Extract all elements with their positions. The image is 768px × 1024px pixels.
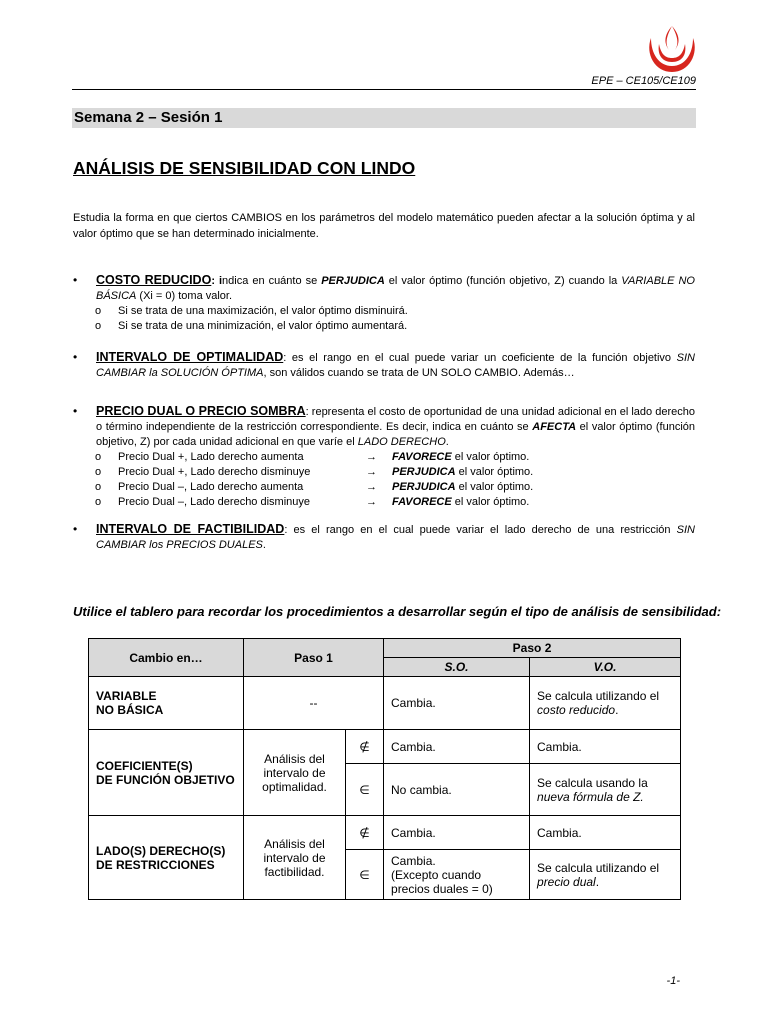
circle-bullet-icon: o	[95, 320, 102, 332]
table-caption: Utilice el tablero para recordar los procedimientos a desarrollar según el tipo de análisis de sensibilidad:	[73, 604, 722, 619]
vo-line: Se calcula utilizando el	[537, 860, 660, 875]
header-divider	[72, 89, 696, 90]
paso1-cell: --	[244, 677, 384, 730]
text-part: : es el rango en el cual puede variar un coeficiente de la función objetivo	[283, 352, 677, 364]
term-intervalo-optimalidad: INTERVALO DE OPTIMALIDAD	[96, 350, 284, 364]
intro-paragraph: Estudia la forma en que ciertos CAMBIOS en los parámetros del modelo matemático pueden afectar a la solución óptima y al valor óptimo que se han determinado inicialmente.	[73, 212, 695, 240]
in-symbol: ∈	[346, 850, 384, 900]
bullet-intervalo-factibilidad	[73, 522, 695, 553]
vo-cell	[530, 764, 681, 816]
bullet-costo-reducido	[73, 273, 695, 334]
label-line: VARIABLE	[96, 689, 157, 703]
vo-period: .	[615, 703, 619, 717]
text-part: .	[262, 539, 266, 551]
bullet-icon: •	[73, 404, 78, 418]
circle-bullet-icon: o	[95, 466, 102, 478]
vo-cell	[530, 677, 681, 730]
effect-text	[392, 495, 529, 510]
effect-keyword: FAVORECE	[392, 496, 452, 508]
circle-bullet-icon: o	[95, 481, 102, 493]
vo-emphasis: precio dual	[537, 874, 596, 889]
arrow-right-icon: →	[366, 481, 377, 493]
circle-bullet-icon: o	[95, 496, 102, 508]
not-in-symbol: ∉	[346, 730, 384, 764]
bullet-precio-dual	[73, 404, 695, 510]
paso1-cell: Análisis del intervalo de factibilidad.	[244, 816, 346, 900]
header-cambio: Cambio en…	[89, 639, 244, 677]
text-part: (Xi = 0) toma valor.	[136, 290, 233, 302]
course-code: EPE – CE105/CE109	[591, 75, 696, 87]
so-line: Cambia.	[391, 853, 436, 868]
arrow-right-icon: →	[366, 466, 377, 478]
so-line: (Excepto cuando	[391, 867, 482, 882]
vo-emphasis: costo reducido	[537, 703, 616, 717]
page-number: -1-	[666, 975, 680, 987]
effect-text	[392, 450, 529, 465]
vo-cell: Cambia.	[530, 816, 681, 850]
label-line: DE RESTRICCIONES	[96, 857, 215, 872]
emphasis-sin-cambiar: SIN CAMBIAR la SOLUCIÓN ÓPTIMA	[96, 352, 695, 379]
so-cell: Cambia.	[384, 730, 530, 764]
in-symbol: ∈	[346, 764, 384, 816]
so-line: precios duales = 0)	[391, 881, 493, 896]
text-part: i	[218, 275, 223, 287]
list-item	[96, 450, 695, 465]
effect-keyword: PERJUDICA	[392, 466, 456, 478]
effect-keyword: FAVORECE	[392, 451, 452, 463]
term-precio-dual: PRECIO DUAL O PRECIO SOMBRA	[96, 404, 306, 418]
emphasis-perjudica: PERJUDICA	[321, 275, 385, 287]
row-label	[89, 816, 244, 900]
emphasis-afecta: AFECTA	[532, 421, 577, 433]
sub-item-text: Si se trata de una minimización, el valor óptimo aumentará.	[118, 320, 408, 332]
list-item	[96, 319, 695, 334]
list-item	[96, 495, 695, 510]
row-label	[89, 730, 244, 816]
term-intervalo-factibilidad: INTERVALO DE FACTIBILIDAD	[96, 522, 285, 536]
effect-rest: el valor óptimo.	[451, 496, 530, 508]
list-item	[96, 304, 695, 319]
vo-cell: Cambia.	[530, 730, 681, 764]
not-in-symbol: ∉	[346, 816, 384, 850]
so-cell: Cambia.	[384, 816, 530, 850]
effect-text	[392, 480, 533, 495]
list-item	[96, 480, 695, 495]
bullet-icon: •	[73, 522, 78, 536]
text-part: el valor óptimo (función objetivo, Z) por cada unidad adicional en que varíe el	[96, 421, 695, 448]
so-cell: No cambia.	[384, 764, 530, 816]
circle-bullet-icon: o	[95, 451, 102, 463]
text-part: : es el rango en el cual puede variar el lado derecho de una restricción	[284, 524, 677, 536]
condition-text: Precio Dual –, Lado derecho aumenta	[118, 481, 304, 493]
condition-text: Precio Dual +, Lado derecho aumenta	[118, 451, 304, 463]
header-vo: V.O.	[530, 658, 681, 677]
paso1-cell: Análisis del intervalo de optimalidad.	[244, 730, 346, 816]
effect-rest: el valor óptimo.	[455, 481, 534, 493]
emphasis-variable-no-basica: VARIABLE NO BÁSICA	[96, 275, 695, 302]
vo-line: Se calcula utilizando el	[537, 689, 660, 703]
bullet-icon: •	[73, 350, 78, 364]
arrow-right-icon: →	[366, 451, 377, 463]
circle-bullet-icon: o	[95, 305, 102, 317]
table-row	[89, 730, 681, 764]
emphasis-lado-derecho: LADO DERECHO	[357, 436, 446, 448]
vo-line: Se calcula usando la	[537, 775, 648, 790]
upc-logo-icon	[645, 24, 699, 76]
arrow-right-icon: →	[366, 496, 377, 508]
header-paso1: Paso 1	[244, 639, 384, 677]
emphasis-sin-cambiar-precios: SIN CAMBIAR los PRECIOS DUALES	[96, 524, 695, 551]
procedure-table	[88, 638, 681, 900]
effect-keyword: PERJUDICA	[392, 481, 456, 493]
sub-item-text: Si se trata de una maximización, el valor óptimo disminuirá.	[118, 305, 408, 317]
label-line: COEFICIENTE(S)	[96, 758, 193, 773]
row-label	[89, 677, 244, 730]
label-line: NO BÁSICA	[96, 703, 164, 717]
bullet-intervalo-optimalidad	[73, 350, 695, 381]
text-part: ndica en cuánto se	[222, 275, 322, 287]
table-row	[89, 677, 681, 730]
vo-period: .	[595, 874, 600, 889]
effect-rest: el valor óptimo.	[451, 451, 530, 463]
label-line: DE FUNCIÓN OBJETIVO	[96, 772, 235, 787]
vo-cell	[530, 850, 681, 900]
condition-text: Precio Dual –, Lado derecho disminuye	[118, 496, 311, 508]
session-heading: Semana 2 – Sesión 1	[72, 108, 696, 128]
text-part: el valor óptimo (función objetivo, Z) cuando la	[384, 275, 622, 287]
effect-text	[392, 465, 533, 480]
condition-text: Precio Dual +, Lado derecho disminuye	[118, 466, 311, 478]
text-part: : representa el costo de oportunidad de una unidad adicional en el lado derecho o término independiente de la restricción correspondiente. Es decir, indica en cuánto se	[96, 406, 695, 433]
table-header-row	[89, 639, 681, 658]
list-item	[96, 465, 695, 480]
text-part: :	[211, 275, 219, 287]
vo-emphasis: nueva fórmula de Z.	[537, 789, 644, 804]
label-line: LADO(S) DERECHO(S)	[96, 843, 226, 858]
page-title: ANÁLISIS DE SENSIBILIDAD CON LINDO	[73, 158, 416, 178]
term-costo-reducido: COSTO REDUCIDO	[96, 273, 212, 287]
text-part: .	[445, 436, 449, 448]
so-cell	[384, 850, 530, 900]
bullet-icon: •	[73, 273, 78, 287]
table-row	[89, 816, 681, 850]
header-so: S.O.	[384, 658, 530, 677]
effect-rest: el valor óptimo.	[455, 466, 534, 478]
so-cell: Cambia.	[384, 677, 530, 730]
header-paso2: Paso 2	[384, 639, 681, 658]
text-part: , son válidos cuando se trata de UN SOLO CAMBIO. Además…	[263, 367, 575, 379]
